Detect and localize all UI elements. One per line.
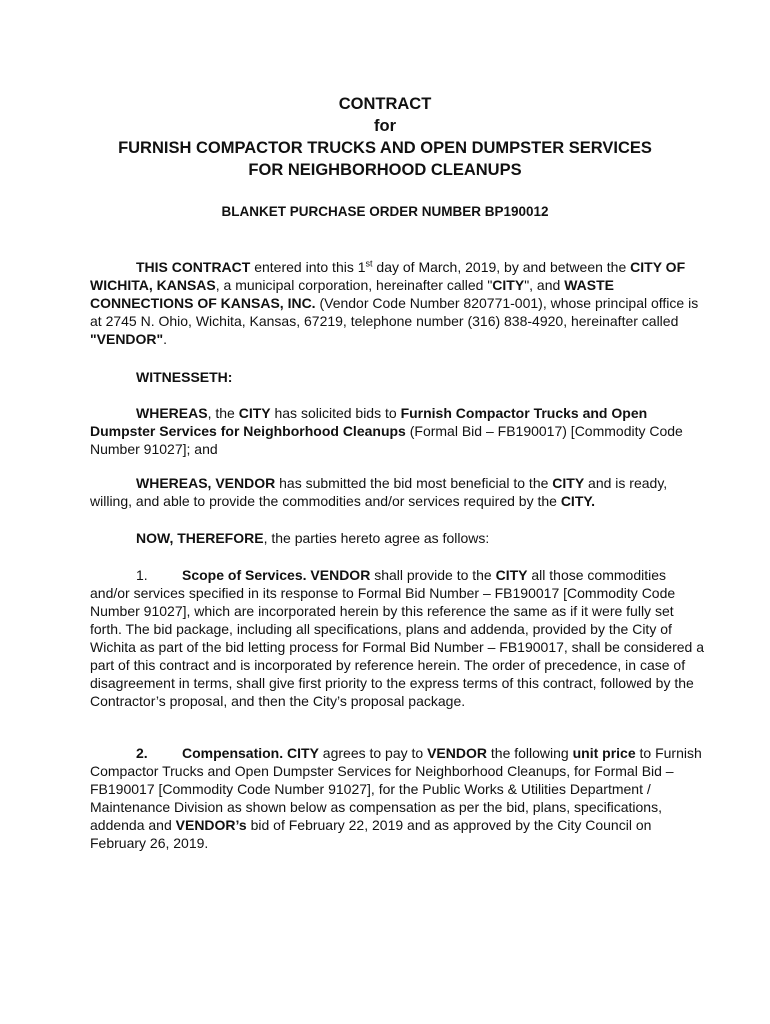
section-heading: Scope of Services. (182, 567, 307, 583)
intro-paragraph: THIS CONTRACT entered into this 1st day of March, 2019, by and between the CITY OF WICHITA, KANSAS, a municipal corporation, hereinafter called "CITY", and WASTE CONNECTIONS OF KANSAS, INC. (Vendor Code Number 820771-001), whose principal office is at 2745 N. Ohio, Wichita, Kansas, 67219, telephone number (316) 838-4920, hereinafter called "VENDOR". (90, 258, 699, 347)
title-sub: FOR NEIGHBORHOOD CLEANUPS (248, 161, 522, 179)
section-number: 1. (136, 567, 148, 583)
title-for: for (374, 117, 396, 135)
whereas-paragraph-2: WHEREAS, VENDOR has submitted the bid most beneficial to the CITY and is ready, willing, and able to provide the commodities and/or services required by the CITY. (90, 475, 668, 509)
title-main: FURNISH COMPACTOR TRUCKS AND OPEN DUMPSTER SERVICES (118, 139, 652, 157)
section-scope-of-services: 1. Scope of Services. VENDOR shall provide to the CITY all those commodities and/or services specified in its response to Formal Bid Number – FB190017 [Commodity Code Number 91027], which are incorporated herein by this reference the same as if it were fully set forth. The bid package, including all specifications, plans and addenda, provided by the City of Wichita as part of the bid letting process for Formal Bid Number – FB190017, shall be considered a part of this contract and is incorporated by reference herein. The order of precedence, in case of disagreement in terms, shall give first priority to the express terms of this contract, followed by the Contractor’s proposal, and then the City’s proposal package. (90, 567, 704, 709)
now-therefore-paragraph: NOW, THEREFORE, the parties hereto agree as follows: (136, 530, 490, 546)
witnesseth-heading: WITNESSETH: (136, 369, 233, 385)
section-number: 2. (136, 745, 148, 761)
section-compensation: 2. Compensation. CITY agrees to pay to VENDOR the following unit price to Furnish Compactor Trucks and Open Dumpster Services for Neighborhood Cleanups, for Formal Bid – FB190017 [Commodity Code Number 91027], for the Public Works & Utilities Department / Maintenance Division as shown below as compensation as per the bid, plans, specifications, addenda and VENDOR’s bid of February 22, 2019 and as approved by the City Council on February 26, 2019. (90, 745, 702, 851)
whereas-paragraph-1: WHEREAS, the CITY has solicited bids to Furnish Compactor Trucks and Open Dumpster Services for Neighborhood Cleanups (Formal Bid – FB190017) [Commodity Code Number 91027]; and (90, 405, 683, 457)
contract-title: CONTRACT (338, 95, 432, 113)
section-heading: Compensation. (182, 745, 284, 761)
blanket-po-number: BLANKET PURCHASE ORDER NUMBER BP190012 (221, 204, 549, 219)
